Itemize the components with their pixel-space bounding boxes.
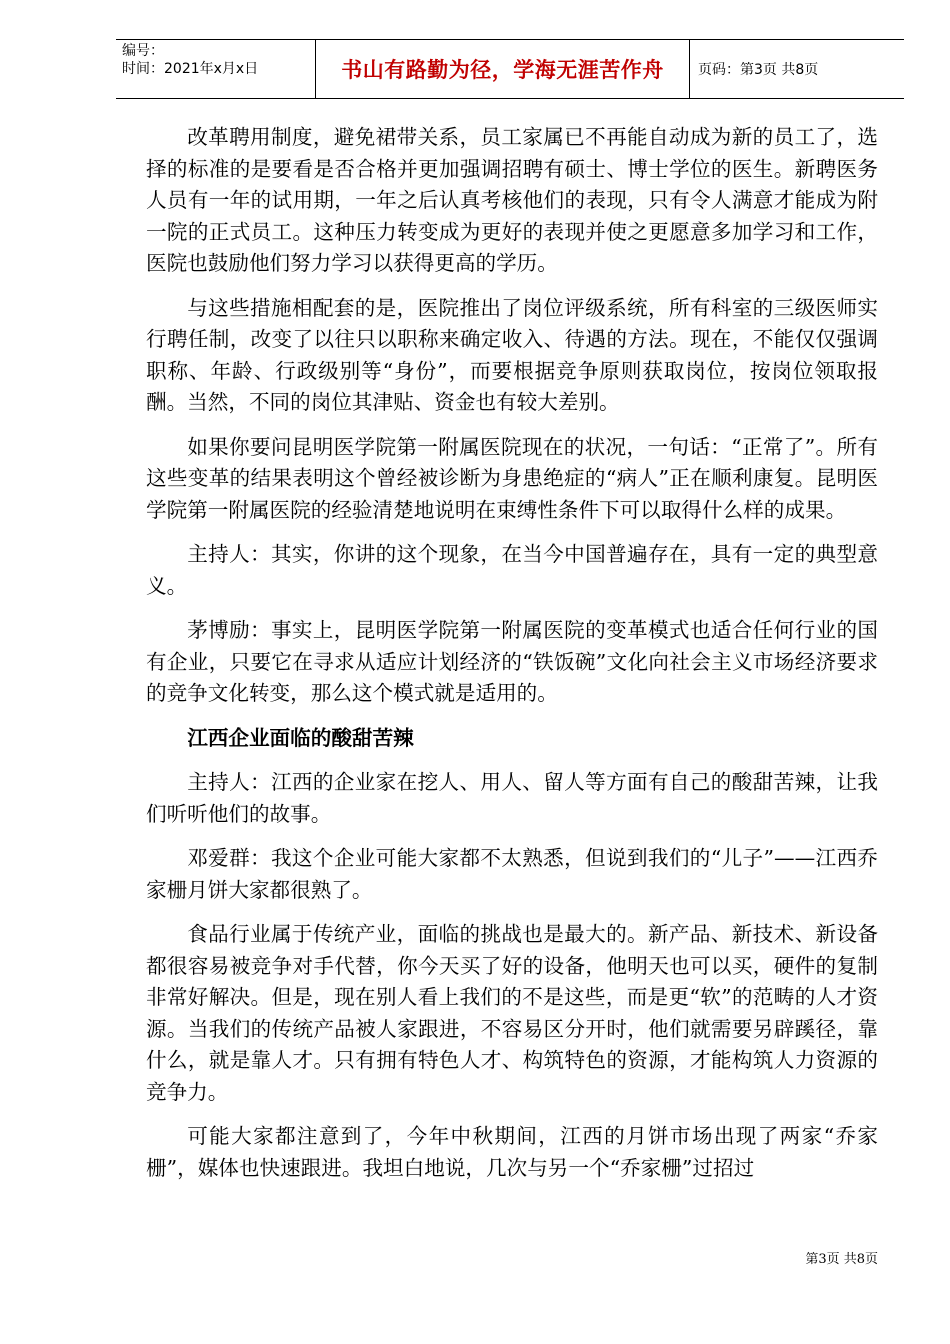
- header-time-label: 时间：2021年x月x日: [122, 61, 259, 77]
- header-page-info: 页码：第3页 共8页: [698, 62, 819, 78]
- page-footer: 第3页 共8页: [805, 1252, 878, 1267]
- paragraph: 主持人：江西的企业家在挖人、用人、留人等方面有自己的酸甜苦辣，让我们听听他们的故事。: [146, 770, 878, 826]
- paragraph: 食品行业属于传统产业，面临的挑战也是最大的。新产品、新技术、新设备都很容易被竞争对手代替，你今天买了好的设备，他明天也可以买，硬件的复制非常好解决。但是，现在别人看上我们的不是这些，而是更“软”的范畴的人才资源。当我们的传统产品被人家跟进，不容易区分开时，他们就需要另辟蹊径，靠什么，就是靠人才。只有拥有特色人才、构筑特色的资源，才能构筑人力资源的竞争力。: [146, 922, 878, 1104]
- paragraph: 与这些措施相配套的是，医院推出了岗位评级系统，所有科室的三级医师实行聘任制，改变了以往只以职称来确定收入、待遇的方法。现在，不能仅仅强调职称、年龄、行政级别等“身份”，而要根据竞争原则获取岗位，按岗位领取报酬。当然，不同的岗位其津贴、资金也有较大差别。: [146, 295, 878, 414]
- paragraph: 茅博励：事实上，昆明医学院第一附属医院的变革模式也适合任何行业的国有企业，只要它在寻求从适应计划经济的“铁饭碗”文化向社会主义市场经济要求的竞争文化转变，那么这个模式就是适用的。: [146, 618, 878, 705]
- page-header: [116, 39, 904, 99]
- header-motto: 书山有路勤为径，学海无涯苦作舟: [316, 40, 690, 98]
- paragraph: 可能大家都注意到了，今年中秋期间，江西的月饼市场出现了两家“乔家栅”，媒体也快速跟进。我坦白地说，几次与另一个“乔家栅”过招过: [146, 1124, 878, 1180]
- paragraph: 如果你要问昆明医学院第一附属医院现在的状况，一句话：“正常了”。所有这些变革的结果表明这个曾经被诊断为身患绝症的“病人”正在顺利康复。昆明医学院第一附属医院的经验清楚地说明在束缚性条件下可以取得什么样的成果。: [146, 434, 878, 522]
- document-body: [146, 122, 878, 1197]
- section-heading: 江西企业面临的酸甜苦辣: [187, 725, 414, 750]
- paragraph: 主持人：其实，你讲的这个现象，在当今中国普遍存在，具有一定的典型意义。: [146, 542, 878, 598]
- paragraph: 邓爱群：我这个企业可能大家都不太熟悉，但说到我们的“儿子”——江西乔家栅月饼大家都很熟了。: [146, 846, 878, 902]
- header-meta: [116, 40, 316, 98]
- paragraph: 改革聘用制度，避免裙带关系，员工家属已不再能自动成为新的员工了，选择的标准的是要看是否合格并更加强调招聘有硕士、博士学位的医生。新聘医务人员有一年的试用期，一年之后认真考核他们的表现，只有令人满意才能成为附一院的正式员工。这种压力转变成为更好的表现并使之更愿意多加学习和工作，医院也鼓励他们努力学习以获得更高的学历。: [146, 125, 878, 275]
- header-number-label: 编号：: [122, 43, 164, 59]
